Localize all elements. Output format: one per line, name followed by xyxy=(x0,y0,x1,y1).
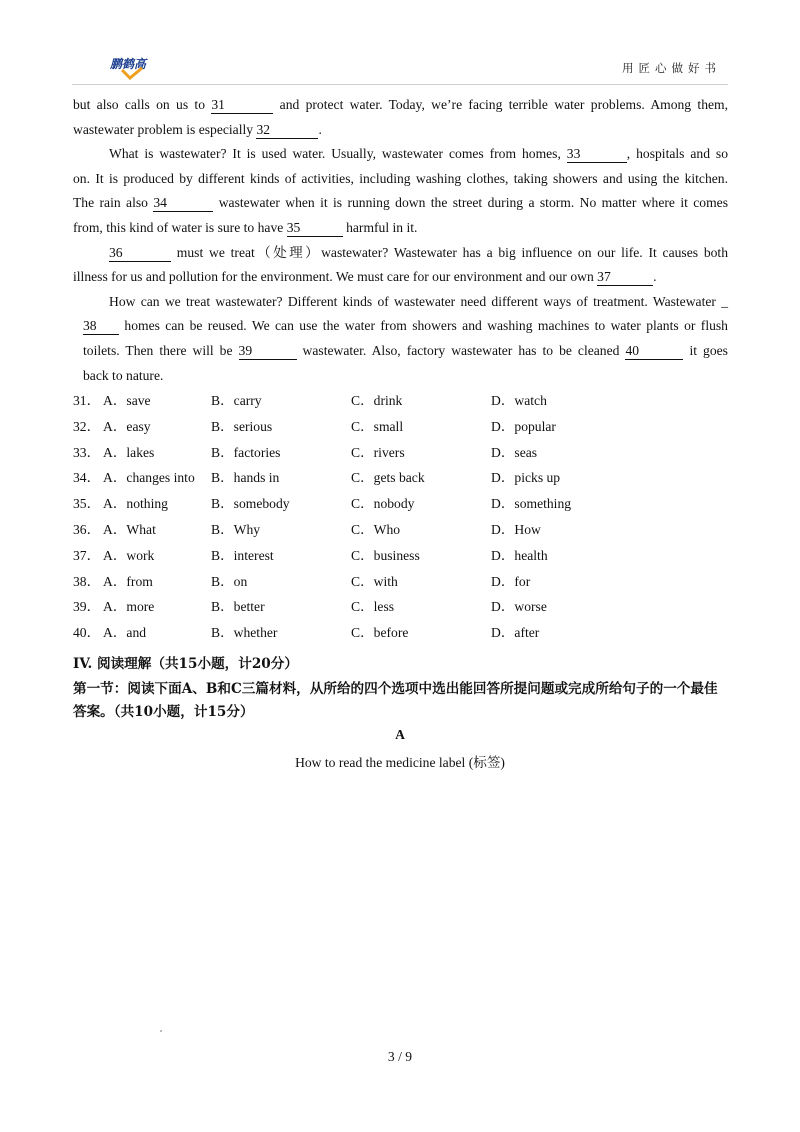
passage-line: illness for us and pollution for the environment. We must care for our environment and our own 37 . xyxy=(73,269,657,285)
passage-line: toilets. Then there will be 39 wastewater. Also, factory wastewater has to be cleaned 40 it goes xyxy=(83,342,728,358)
passage-line: 36 must we treat（处理）wastewater? Wastewater has a big influence on our life. It causes both xyxy=(109,244,728,260)
passage-line: back to nature. xyxy=(83,367,164,383)
passage-title: How to read the medicine label (标签) xyxy=(295,755,505,770)
passage-line: How can we treat wastewater? Different kinds of wastewater need different ways of treatment. Wastewater _ xyxy=(109,293,728,309)
passage-line: on. It is produced by different kinds of activities, including washing clothes, taking showers and using the kitchen. xyxy=(73,170,728,186)
scan-speck xyxy=(160,1030,162,1032)
blank-37: 37 xyxy=(597,269,653,286)
page-header xyxy=(0,0,800,90)
section-instructions: 第一节：阅读下面A、B和C三篇材料，从所给的四个选项中选出能回答所提问题或完成所给句子的一个最佳答案。（共10小题，计15分） xyxy=(73,681,718,720)
passage-label: A xyxy=(395,727,405,742)
blank-33: 33 xyxy=(567,146,627,163)
passage-line: The rain also 34 wastewater when it is running down the street during a storm. No matter where it comes xyxy=(73,195,728,211)
blank-36: 36 xyxy=(109,245,171,262)
page-number: 3 / 9 xyxy=(387,1049,413,1064)
passage-line: What is wastewater? It is used water. Usually, wastewater comes from homes, 33 , hospitals and so xyxy=(109,146,728,162)
blank-31: 31 xyxy=(211,97,273,114)
header-divider xyxy=(72,84,728,85)
publisher-logo xyxy=(108,54,156,80)
blank-34: 34 xyxy=(153,195,213,212)
blank-38: 38 xyxy=(83,318,119,335)
blank-39: 39 xyxy=(239,343,297,360)
header-motto: 用匠心做好书 xyxy=(622,61,721,75)
passage-line: but also calls on us to 31 and protect water. Today, we’re facing terrible water problems. Among them, xyxy=(73,97,729,112)
blank-40: 40 xyxy=(625,343,683,360)
cloze-passage xyxy=(73,93,728,388)
passage-line: from, this kind of water is sure to have 35 harmful in it. xyxy=(73,219,418,235)
blank-32: 32 xyxy=(256,122,318,139)
svg-text:鹏鹤高: 鹏鹤高 xyxy=(110,57,147,71)
section-heading: IV. 阅读理解（共15小题，计20分） xyxy=(73,656,298,672)
passage-line: wastewater problem is especially 32 . xyxy=(73,121,322,137)
blank-35: 35 xyxy=(287,220,343,237)
passage-line: 38 homes can be reused. We can use the water from showers and washing machines to water plants or flush xyxy=(83,318,728,334)
